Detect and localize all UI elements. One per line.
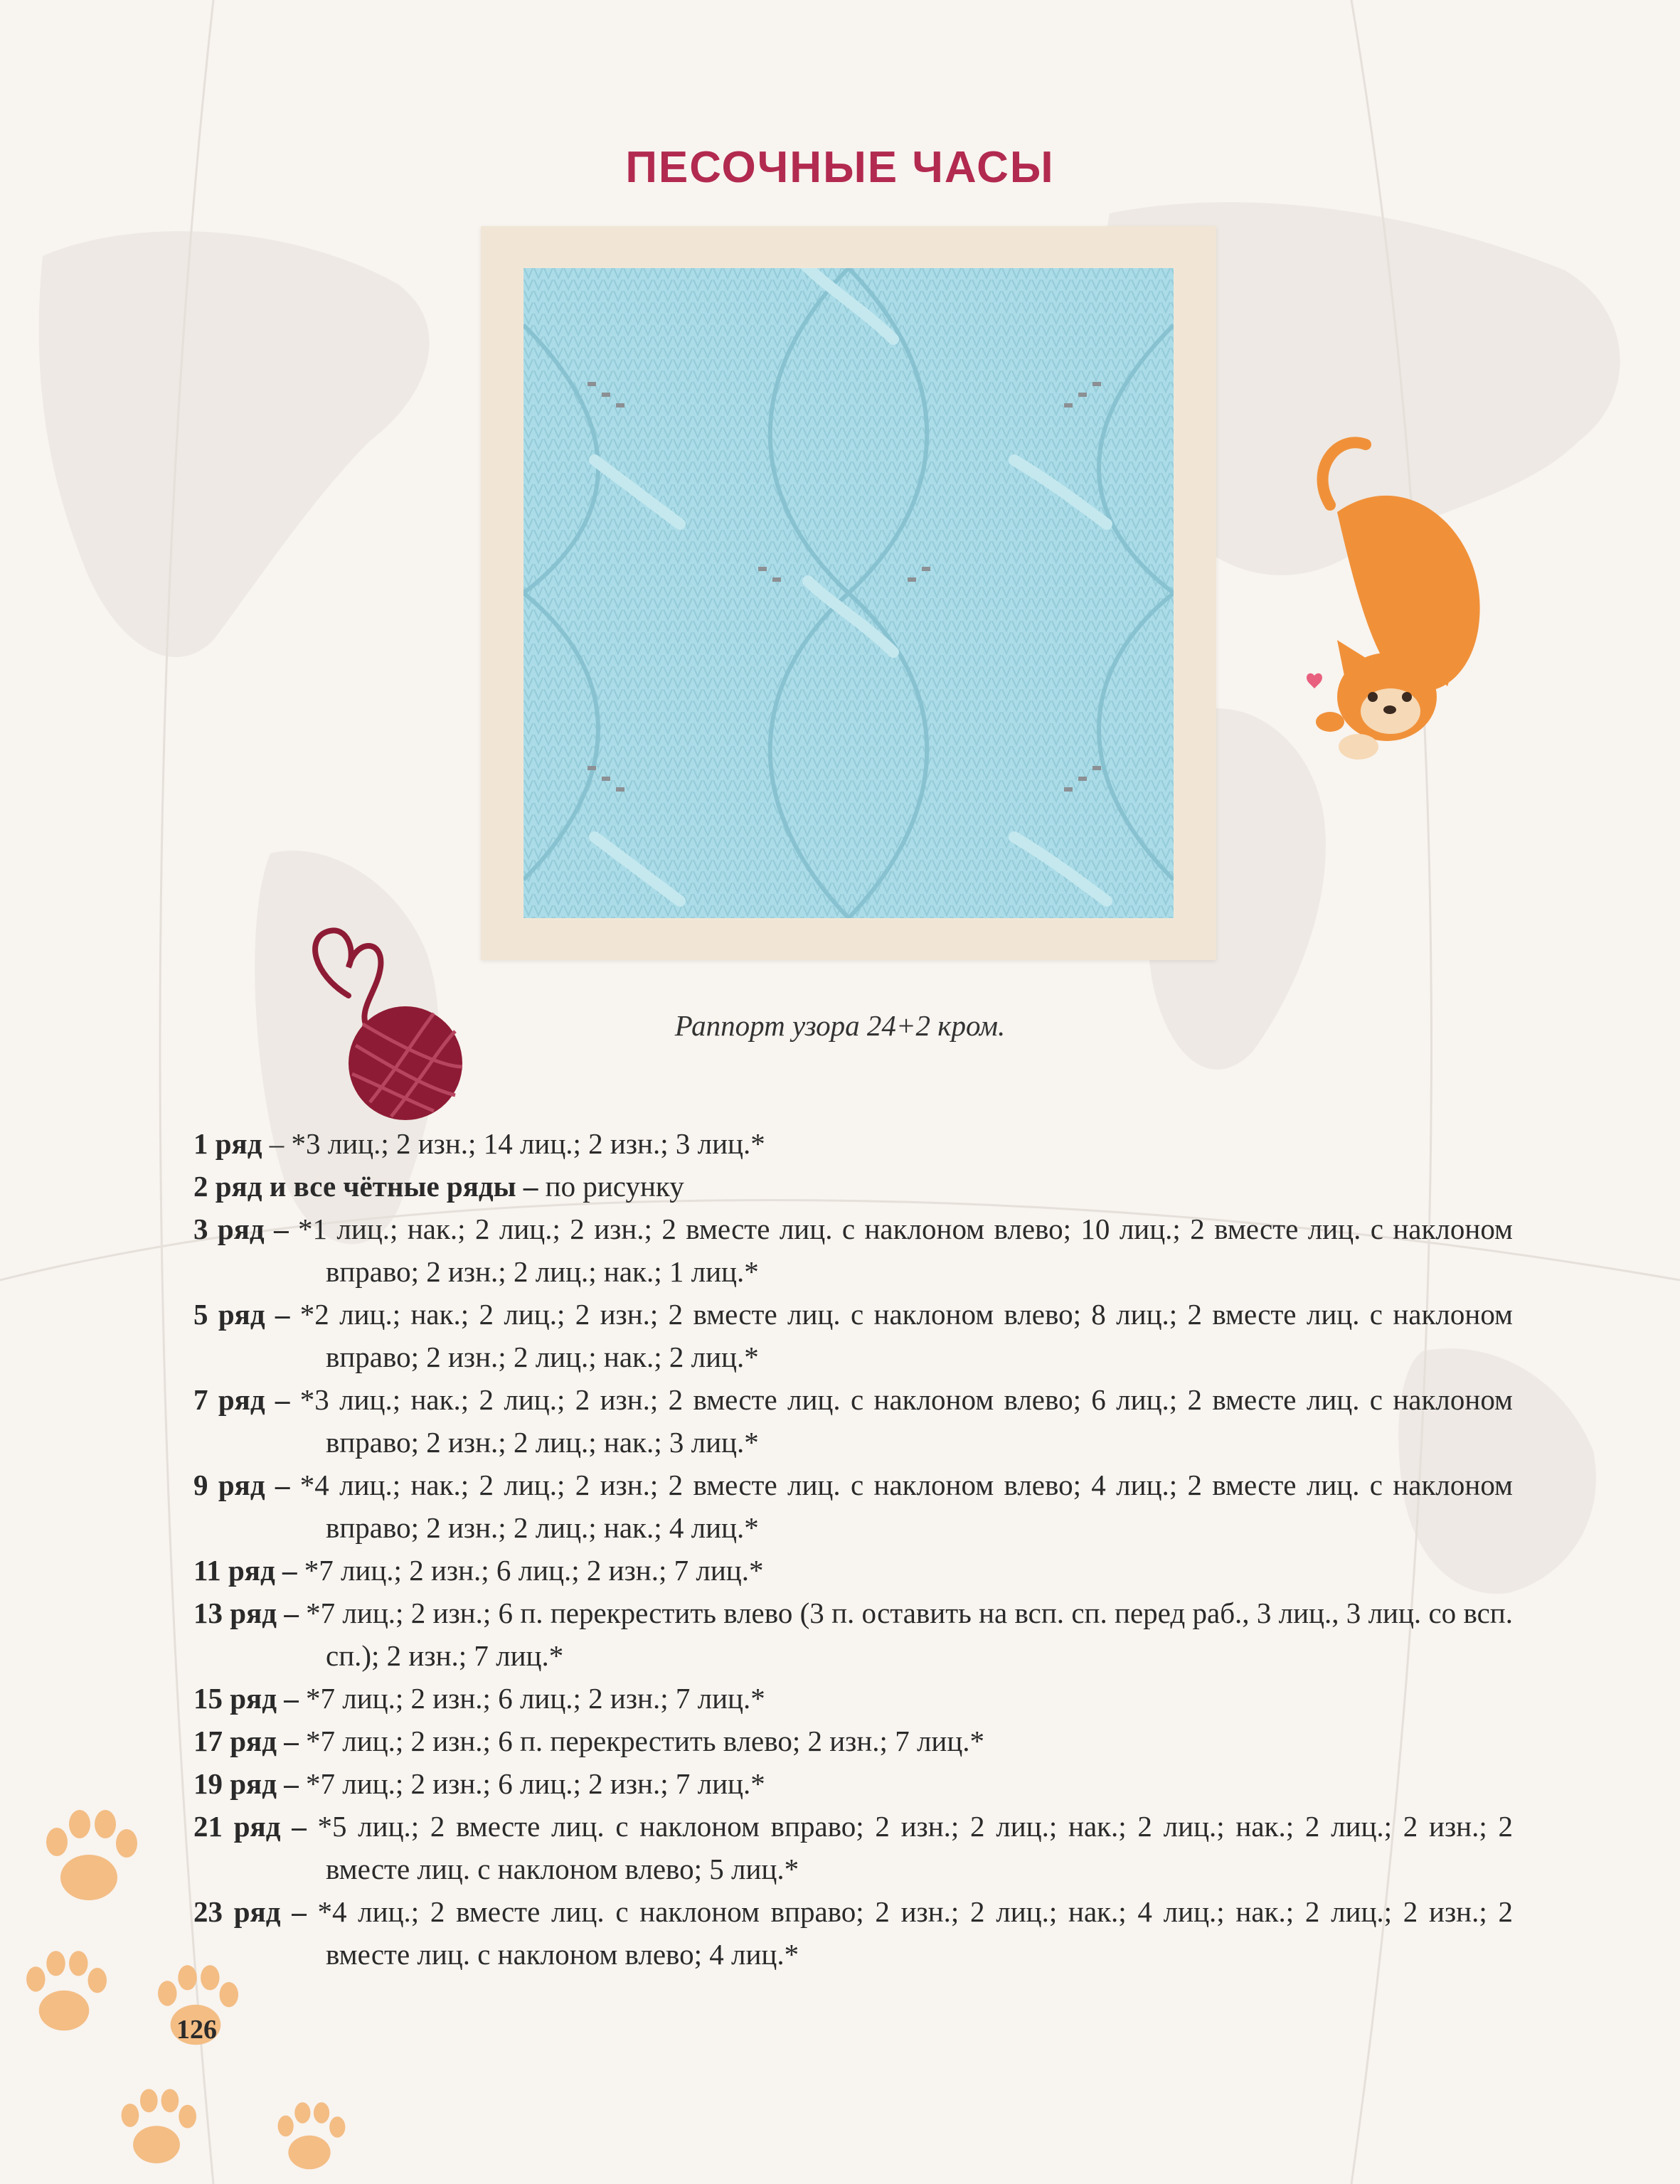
row-7 (193, 1378, 1513, 1464)
row-label: 1 ряд (193, 1127, 262, 1160)
paw-print-icon (107, 2080, 206, 2180)
row-5 (193, 1293, 1513, 1378)
row-text: *2 лиц.; нак.; 2 лиц.; 2 изн.; 2 вместе лиц. с наклоном влево; 8 лиц.; 2 вместе лиц. с наклоном вправо; 2 изн.; 2 лиц.; нак.; 2 лиц.* (289, 1298, 1513, 1373)
row-23 (193, 1890, 1513, 1976)
row-3 (193, 1208, 1513, 1293)
cat-illustration-icon (1266, 427, 1494, 768)
row-label: 21 ряд – (193, 1810, 307, 1843)
row-label: 2 ряд и все чётные ряды – (193, 1170, 538, 1203)
row-text: по рисунку (538, 1170, 684, 1203)
row-label: 23 ряд – (193, 1895, 307, 1928)
row-text: *1 лиц.; нак.; 2 лиц.; 2 изн.; 2 вместе лиц. с наклоном влево; 10 лиц.; 2 вместе лиц. с наклоном вправо; 2 изн.; 2 лиц.; нак.; 1 лиц.* (288, 1213, 1513, 1288)
row-label: 15 ряд – (193, 1682, 299, 1715)
row-text: *7 лиц.; 2 изн.; 6 п. перекрестить влево (3 п. оставить на всп. сп. перед раб., 3 лиц., 3 лиц. со всп. сп.); 2 изн.; 7 лиц.* (298, 1597, 1513, 1672)
row-label: 7 ряд – (193, 1383, 290, 1416)
paw-print-icon (263, 2094, 356, 2184)
page-title: ПЕСОЧНЫЕ ЧАСЫ (625, 143, 1055, 192)
knit-pattern-photo (523, 268, 1174, 918)
knitting-instructions (193, 1122, 1513, 1976)
row-text: *5 лиц.; 2 вместе лиц. с наклоном вправо; 2 изн.; 2 лиц.; нак.; 2 лиц.; нак.; 2 лиц.; 2 изн.; 2 вместе лиц. с наклоном влево; 5 лиц.* (306, 1810, 1513, 1885)
row-text: *7 лиц.; 2 изн.; 6 лиц.; 2 изн.; 7 лиц.* (298, 1682, 765, 1715)
row-text: – *3 лиц.; 2 изн.; 14 лиц.; 2 изн.; 3 лиц.* (262, 1127, 765, 1160)
row-9 (193, 1464, 1513, 1549)
row-13 (193, 1592, 1513, 1677)
row-15 (193, 1677, 1513, 1720)
pattern-repeat-caption: Раппорт узора 24+2 кром. (674, 1009, 1006, 1042)
row-label: 5 ряд – (193, 1298, 290, 1331)
row-label: 17 ряд – (193, 1725, 299, 1757)
pattern-photo-frame (481, 226, 1216, 960)
row-text: *3 лиц.; нак.; 2 лиц.; 2 изн.; 2 вместе лиц. с наклоном влево; 6 лиц.; 2 вместе лиц. с наклоном вправо; 2 изн.; 2 лиц.; нак.; 3 лиц.* (289, 1383, 1513, 1459)
row-text: *7 лиц.; 2 изн.; 6 лиц.; 2 изн.; 7 лиц.* (297, 1554, 764, 1587)
row-label: 3 ряд – (193, 1213, 289, 1245)
row-text: *4 лиц.; нак.; 2 лиц.; 2 изн.; 2 вместе лиц. с наклоном влево; 4 лиц.; 2 вместе лиц. с наклоном вправо; 2 изн.; 2 лиц.; нак.; 4 лиц.* (289, 1469, 1513, 1544)
row-label: 11 ряд – (193, 1554, 297, 1587)
row-text: *7 лиц.; 2 изн.; 6 лиц.; 2 изн.; 7 лиц.* (298, 1767, 765, 1800)
row-label: 9 ряд – (193, 1469, 290, 1501)
row-even (193, 1165, 1513, 1208)
page-number: 126 (176, 2015, 217, 2045)
row-label: 19 ряд – (193, 1767, 299, 1800)
row-label: 13 ряд – (193, 1597, 299, 1629)
row-17 (193, 1720, 1513, 1762)
row-text: *4 лиц.; 2 вместе лиц. с наклоном вправо; 2 изн.; 2 лиц.; нак.; 4 лиц.; нак.; 2 лиц.; 2 изн.; 2 вместе лиц. с наклоном влево; 4 лиц.* (306, 1895, 1513, 1971)
row-21 (193, 1805, 1513, 1890)
row-11 (193, 1549, 1513, 1592)
row-19 (193, 1762, 1513, 1805)
paw-print-icon (28, 1799, 149, 1920)
row-text: *7 лиц.; 2 изн.; 6 п. перекрестить влево; 2 изн.; 7 лиц.* (298, 1725, 985, 1757)
paw-print-icon (142, 1956, 249, 2062)
row-1 (193, 1122, 1513, 1165)
paw-print-icon (11, 1941, 117, 2048)
